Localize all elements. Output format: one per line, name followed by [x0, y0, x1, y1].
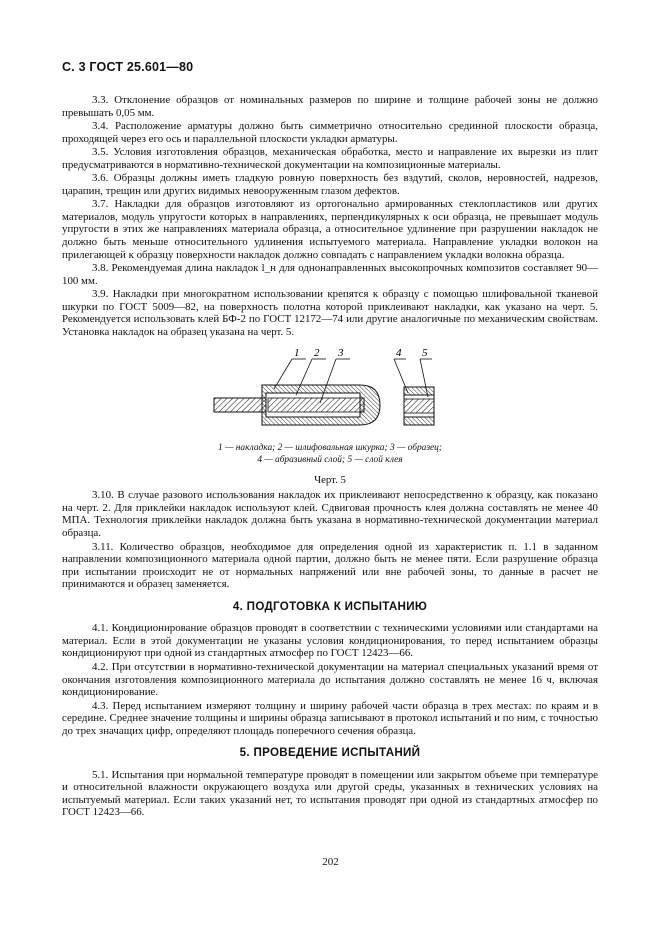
paragraph-3-4: 3.4. Расположение арматуры должно быть симметрично относительно срединной плоскости образца, проходящей через его ось и параллельной плоскости укладки арматуры.: [62, 120, 598, 145]
label-3: 3: [338, 347, 344, 360]
paragraph-3-11: 3.11. Количество образцов, необходимое для определения одной из характеристик п. 1.1 в заданном направлении композиционного материала одной партии, должно быть не менее пяти. Если разрушение образца при испытании происходит не от нормальных напряжений или вне рабочей зоны, то данные в расчет не принимаются и образец заменяется.: [62, 540, 598, 591]
label-5: 5: [422, 347, 428, 360]
paragraph-3-3: 3.3. Отклонение образцов от номинальных размеров по ширине и толщине рабочей зоны не должно превышать 0,05 мм.: [62, 94, 598, 119]
label-4: 4: [396, 347, 402, 360]
paragraph-4-3: 4.3. Перед испытанием измеряют толщину и ширину рабочей части образца в трех местах: по краям и в середине. Среднее значение толщины и ширины образца записывают в протокол испытаний и по ним, с точностью до трех значащих цифр, определяют площадь поперечного сечения образца.: [62, 699, 598, 737]
figure-number: Черт. 5: [314, 474, 346, 487]
paragraph-3-5: 3.5. Условия изготовления образцов, механическая обработка, место и направление их вырезки из плит предусматриваются в нормативно-технической документации на композиционные материалы.: [62, 146, 598, 171]
section-4-title: 4. ПОДГОТОВКА К ИСПЫТАНИЮ: [232, 599, 428, 613]
page-number: 202: [322, 856, 339, 868]
caption-line-2: 4 — абразивный слой; 5 — слой клея: [257, 454, 403, 465]
paragraph-3-7: 3.7. Накладки для образцов изготовляют из ортогонально армированных стеклопластиков или других материалов, модуль упругости которых в направлениях, перпендикулярных к оси образца, не превышает модуль упругости в этих же направлениях материала образца, а относительное удлинение при разрушении накладок не должно быть меньше относительного удлинения испытуемого материала. Направление укладки волокон на прилегающей к образцу поверхности накладок должно совпадать с направлением укладки волокна образца.: [62, 198, 598, 261]
paragraph-3-10: 3.10. В случае разового использования накладок их приклеивают непосредственно к образцу, как показано на черт. 2. Для приклейки накладок используют клей. Сдвиговая прочность клея должна составлять не менее 40 МПА. Технология приклейки накладок должна быть указана в нормативно-технической документации материал образца.: [62, 489, 598, 540]
figure-5: [62, 339, 598, 489]
label-2: 2: [314, 347, 320, 360]
document-body: [62, 94, 598, 820]
paragraph-3-8: 3.8. Рекомендуемая длина накладок l_н для однонаправленных высокопрочных композитов составляет 90—100 мм.: [62, 262, 598, 287]
paragraph-4-2: 4.2. При отсутствии в нормативно-технической документации на материал специальных указаний время от окончания изготовления композиционного материала до испытания должно составлять не менее 16 ч, включая кондиционирование.: [62, 660, 598, 699]
section-5-title: 5. ПРОВЕДЕНИЕ ИСПЫТАНИЙ: [239, 746, 421, 760]
paragraph-5-1: 5.1. Испытания при нормальной температуре проводят в помещении или закрытом объеме при температуре и относительной влажности окружающего воздуха или другой среды, указанных в технических условиях на испытуемый материал. Если таких указаний нет, то испытания проводят при одной из стандартных атмосфер по ГОСТ 12423—66.: [62, 768, 598, 819]
paragraph-3-6: 3.6. Образцы должны иметь гладкую ровную поверхность без вздутий, сколов, неровностей, надрезов, царапин, трещин или других видимых невооруженным глазом дефектов.: [62, 172, 598, 197]
figure-caption: [62, 443, 598, 466]
page-header: С. 3 ГОСТ 25.601—80: [62, 60, 194, 74]
caption-line-1: 1 — накладка; 2 — шлифовальная шкурка; 3 — образец;: [218, 443, 442, 454]
paragraph-4-1: 4.1. Кондиционирование образцов проводят в соответствии с техническими условиями или стандартами на материал. Если в этой документации не указаны условия кондиционирования, то перед испытанием образцы кондиционируют при одной из стандартных атмосфер по ГОСТ 12423—66.: [62, 622, 598, 660]
paragraph-3-9: 3.9. Накладки при многократном использовании крепятся к образцу с помощью шлифовальной тканевой шкурки по ГОСТ 5009—82, на поверхность полотна которой приклеивают накладки, как указано на черт. 5. Рекомендуется использовать клей БФ-2 по ГОСТ 12172—74 или другие аналогичные по механическим свойствам. Установка накладок на образец указана на черт. 5.: [62, 288, 598, 338]
label-1: 1: [294, 347, 300, 360]
specimen-diagram: [212, 345, 452, 440]
